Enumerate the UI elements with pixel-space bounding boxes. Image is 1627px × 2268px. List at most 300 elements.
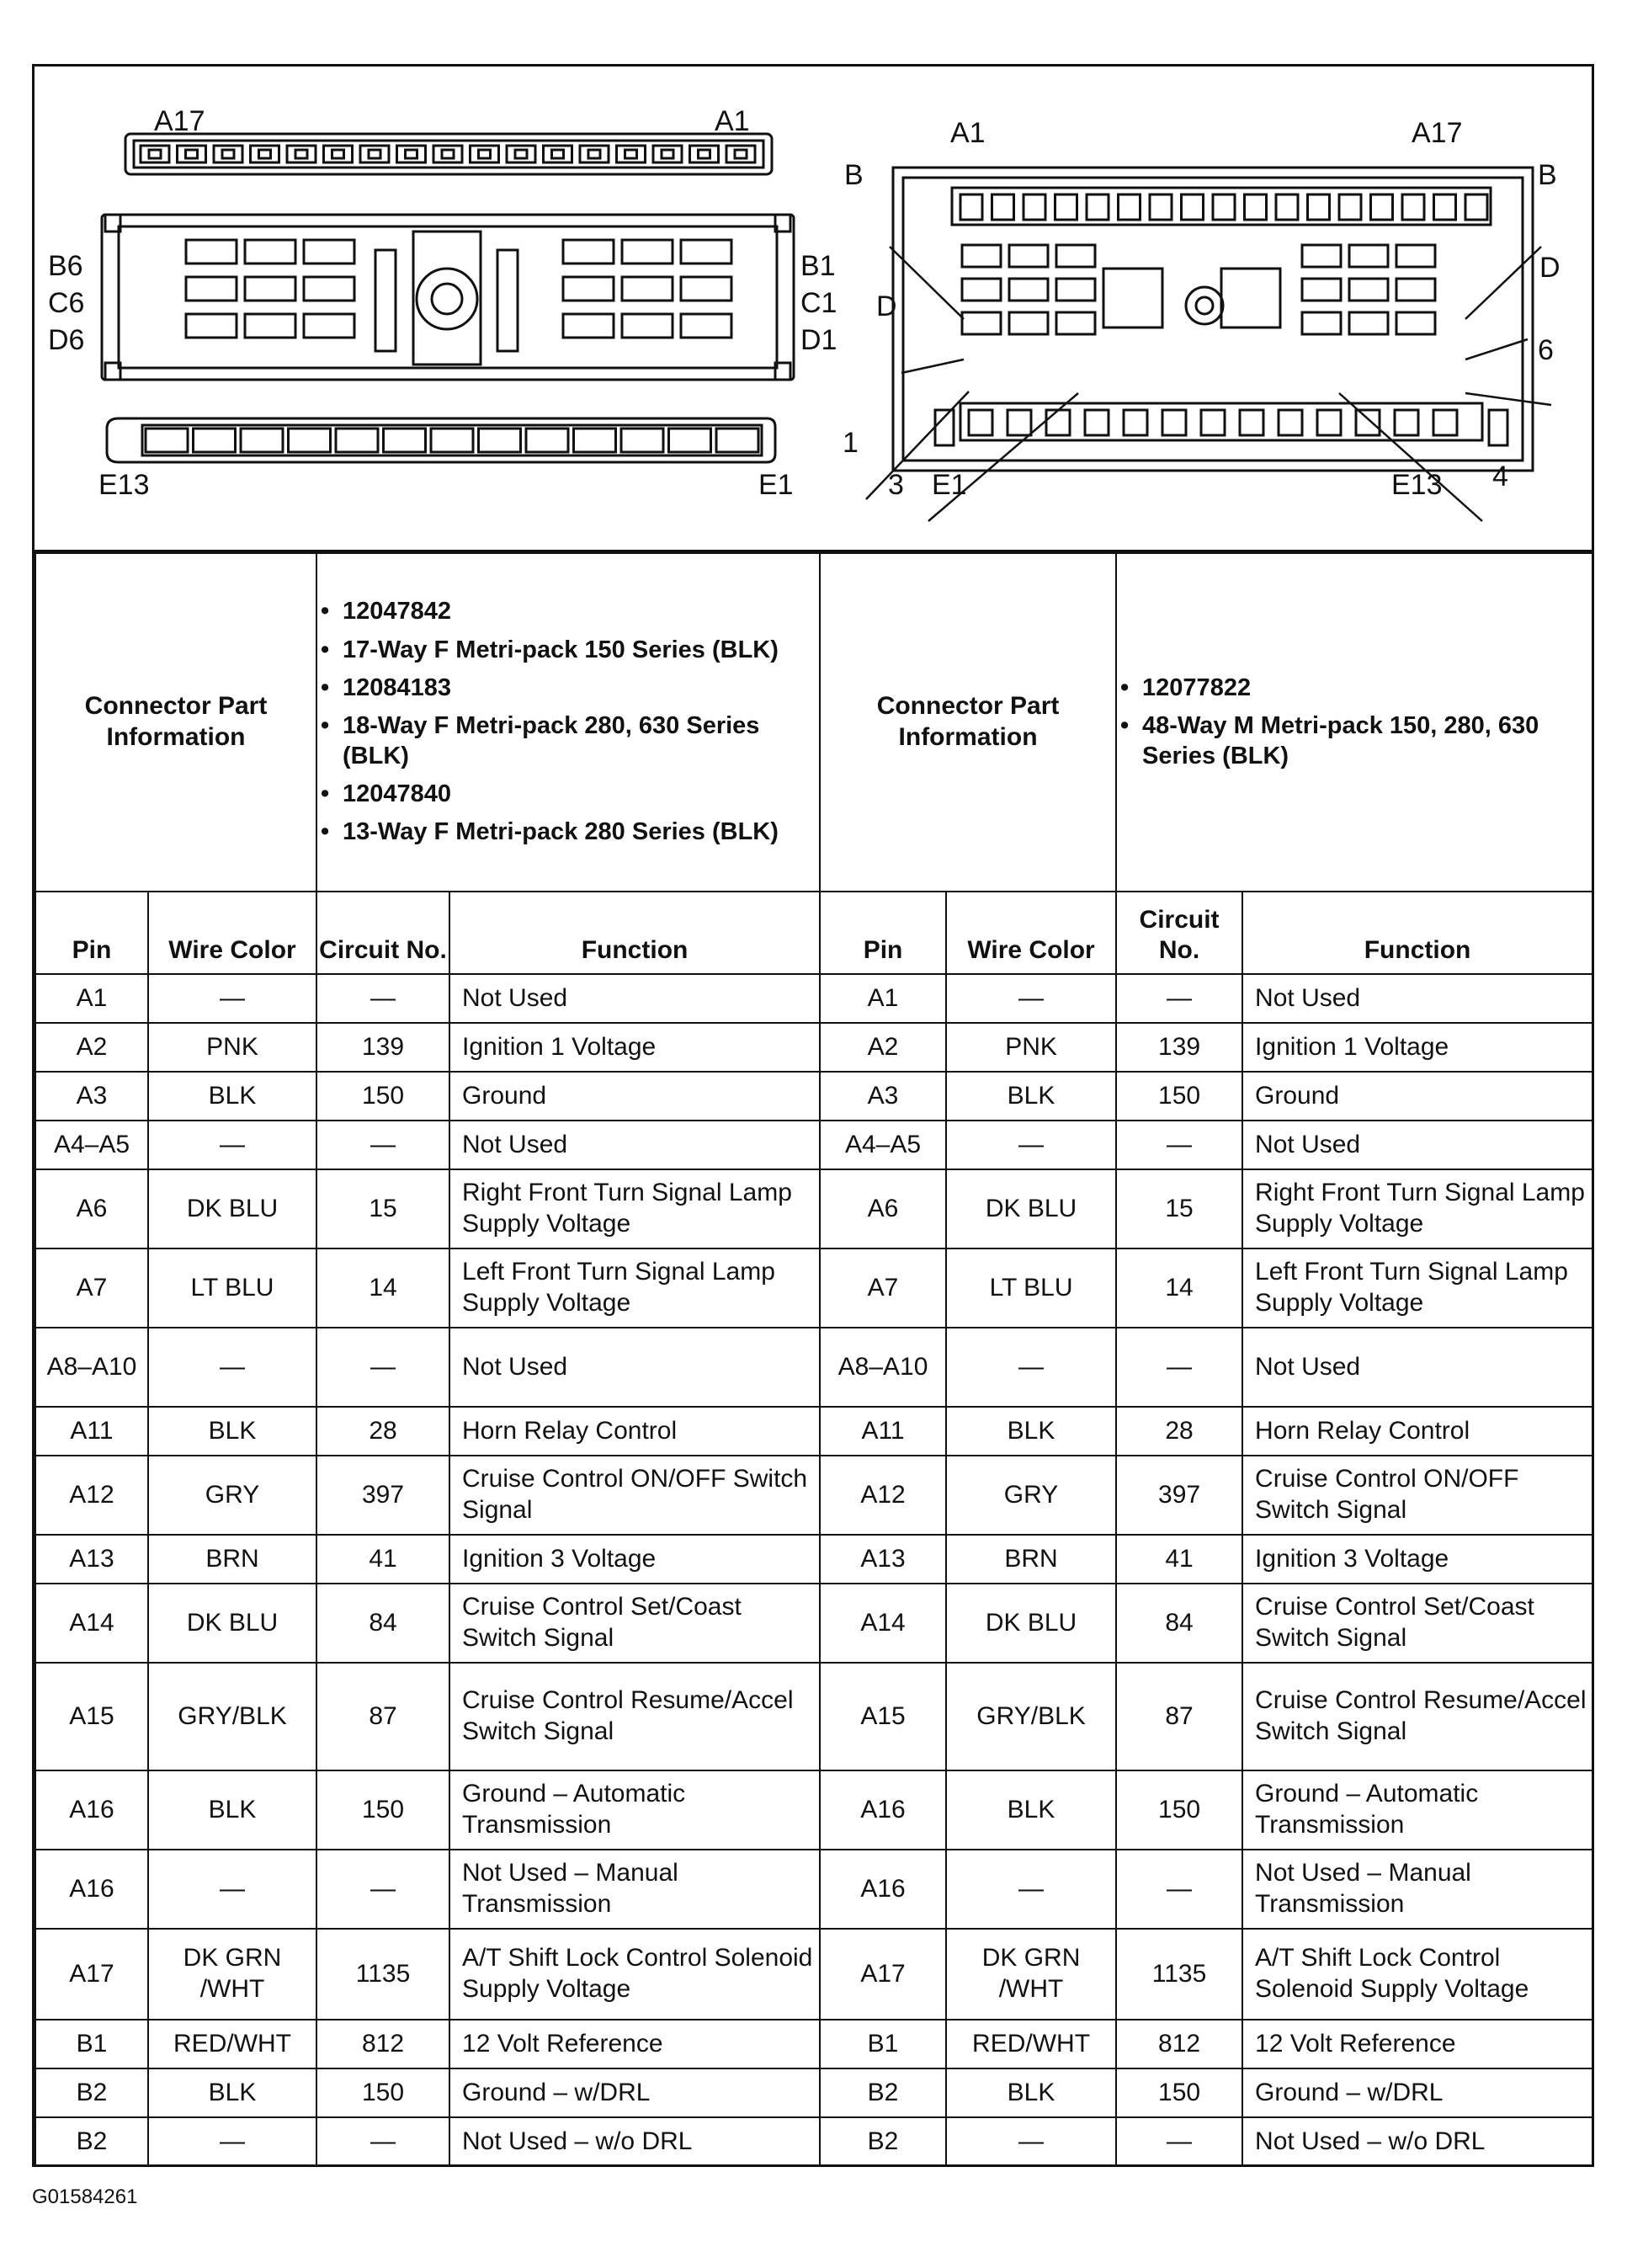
wire-color-cell: DK BLU — [148, 1584, 316, 1663]
pin-cell: B1 — [820, 2020, 946, 2068]
left-connector-e-row — [107, 418, 775, 462]
cavity — [1339, 194, 1361, 220]
label-right-d-right: D — [1539, 252, 1561, 284]
wire-color-cell: BRN — [148, 1535, 316, 1584]
connector-info-heading-right: Connector Part Information — [820, 553, 1116, 892]
pin-cell: A17 — [820, 1929, 946, 2020]
cavity — [622, 314, 673, 338]
cavity — [1201, 410, 1225, 435]
pin-cell: A16 — [35, 1770, 148, 1850]
cavity — [245, 240, 295, 264]
circuit-cell: — — [316, 2117, 449, 2166]
cavity — [1009, 312, 1048, 334]
cavity — [1434, 194, 1456, 220]
cavity — [1085, 410, 1109, 435]
label-right-b-left: B — [844, 159, 864, 191]
connector-drawings — [35, 67, 1592, 550]
circuit-cell: 14 — [1116, 1248, 1242, 1328]
connector-info-item: • 13-Way F Metri-pack 280 Series (BLK) — [343, 817, 819, 847]
pin-cell: B2 — [820, 2068, 946, 2117]
figure-code: G01584261 — [32, 2185, 138, 2208]
circuit-cell: — — [316, 1850, 449, 1929]
function-cell: Ignition 1 Voltage — [449, 1023, 820, 1072]
label-right-1: 1 — [843, 427, 859, 459]
cavity — [304, 277, 354, 301]
circuit-cell: 28 — [1116, 1407, 1242, 1456]
connector-info-row — [35, 553, 1592, 892]
circuit-cell: 1135 — [1116, 1929, 1242, 2020]
pin-cell: A14 — [35, 1584, 148, 1663]
function-cell: Left Front Turn Signal Lamp Supply Voltage — [449, 1248, 820, 1328]
pin-cell: B2 — [820, 2117, 946, 2166]
cavity-slot — [735, 150, 747, 158]
cavity — [251, 146, 279, 162]
label-right-4: 4 — [1492, 461, 1508, 492]
cavity — [726, 146, 755, 162]
function-cell: Ignition 3 Voltage — [449, 1535, 820, 1584]
cavity — [563, 240, 614, 264]
cavity — [1317, 410, 1341, 435]
function-cell: Not Used – Manual Transmission — [449, 1850, 820, 1929]
cavity-slot — [295, 150, 307, 158]
function-cell: Cruise Control Set/Coast Switch Signal — [1242, 1584, 1592, 1663]
wire-color-cell: BRN — [946, 1535, 1116, 1584]
function-cell: Ground – Automatic Transmission — [1242, 1770, 1592, 1850]
label-right-e1: E1 — [932, 469, 967, 501]
cavity — [669, 429, 711, 452]
function-cell: Not Used — [449, 1121, 820, 1169]
cavity-slot — [332, 150, 344, 158]
pin-cell: A8–A10 — [35, 1328, 148, 1407]
wire-color-cell: — — [946, 1121, 1116, 1169]
cavity — [1465, 194, 1487, 220]
pin-cell: A3 — [820, 1072, 946, 1121]
cavity — [186, 277, 237, 301]
circuit-cell: 84 — [1116, 1584, 1242, 1663]
circuit-cell: 28 — [316, 1407, 449, 1456]
cavity-slot — [186, 150, 198, 158]
right-connector-body — [893, 168, 1533, 471]
wire-color-cell: — — [946, 1328, 1116, 1407]
cavity — [962, 312, 1001, 334]
pin-cell: A15 — [35, 1663, 148, 1770]
pin-cell: A7 — [820, 1248, 946, 1328]
cavity — [1009, 245, 1048, 267]
function-cell: Ground — [449, 1072, 820, 1121]
wire-color-cell: DK BLU — [946, 1584, 1116, 1663]
table-row — [35, 1663, 1592, 1770]
function-cell: Right Front Turn Signal Lamp Supply Voltage — [1242, 1169, 1592, 1248]
circuit-cell: — — [1116, 1850, 1242, 1929]
function-cell: Cruise Control ON/OFF Switch Signal — [1242, 1456, 1592, 1535]
label-right-6: 6 — [1538, 334, 1554, 366]
circuit-cell: — — [316, 1328, 449, 1407]
function-cell: Horn Relay Control — [1242, 1407, 1592, 1456]
cavity — [960, 194, 982, 220]
cavity — [1279, 410, 1302, 435]
table-row — [35, 2068, 1592, 2117]
table-row — [35, 974, 1592, 1023]
cavity — [1396, 279, 1435, 301]
cavity — [214, 146, 242, 162]
cavity — [1162, 410, 1186, 435]
circuit-cell: 150 — [316, 1072, 449, 1121]
table-row — [35, 2020, 1592, 2068]
wire-color-cell: DK GRN /WHT — [946, 1929, 1116, 2020]
wire-color-cell: — — [148, 2117, 316, 2166]
cavity — [526, 429, 568, 452]
circuit-cell: 397 — [1116, 1456, 1242, 1535]
pin-cell: B2 — [35, 2117, 148, 2166]
function-cell: Not Used – w/o DRL — [449, 2117, 820, 2166]
function-cell: A/T Shift Lock Control Solenoid Supply Voltage — [449, 1929, 820, 2020]
cavity — [653, 146, 682, 162]
label-a17: A17 — [154, 105, 205, 137]
connector-diagram — [35, 67, 1592, 552]
cavity — [1056, 245, 1095, 267]
cavity — [289, 429, 331, 452]
cavity — [146, 429, 188, 452]
circuit-cell: 87 — [316, 1663, 449, 1770]
table-row — [35, 1023, 1592, 1072]
circuit-cell: 139 — [1116, 1023, 1242, 1072]
connector-info-item: • 12047840 — [343, 780, 819, 809]
cavity — [384, 429, 426, 452]
table-row — [35, 1770, 1592, 1850]
cavity — [304, 240, 354, 264]
circuit-cell: 150 — [1116, 1770, 1242, 1850]
cavity — [1055, 194, 1077, 220]
connector-info-item: • 12077822 — [1142, 673, 1592, 703]
cavity — [1349, 279, 1388, 301]
cavity — [1240, 410, 1263, 435]
cavity-slot — [442, 150, 454, 158]
pin-cell: A13 — [820, 1535, 946, 1584]
cavity-slot — [222, 150, 234, 158]
pin-cell: A6 — [35, 1169, 148, 1248]
wire-color-cell: — — [946, 974, 1116, 1023]
cavity — [1402, 194, 1424, 220]
cavity — [471, 146, 499, 162]
document-frame — [32, 64, 1594, 2167]
cavity — [1349, 245, 1388, 267]
cavity — [1302, 279, 1341, 301]
cavity — [1119, 194, 1140, 220]
cavity-slot — [369, 150, 380, 158]
cavity — [962, 245, 1001, 267]
wire-color-cell: PNK — [148, 1023, 316, 1072]
function-cell: Cruise Control ON/OFF Switch Signal — [449, 1456, 820, 1535]
wire-color-cell: GRY/BLK — [148, 1663, 316, 1770]
cavity — [360, 146, 389, 162]
pin-cell: A6 — [820, 1169, 946, 1248]
connector-info-item: • 18-Way F Metri-pack 280, 630 Series (BLK) — [343, 711, 819, 771]
wire-color-cell: GRY — [946, 1456, 1116, 1535]
circuit-cell: 150 — [1116, 1072, 1242, 1121]
cavity — [574, 429, 616, 452]
pin-cell: A14 — [820, 1584, 946, 1663]
cavity — [1356, 410, 1380, 435]
circuit-cell: 1135 — [316, 1929, 449, 2020]
label-b1: B1 — [800, 250, 836, 282]
circuit-cell: 812 — [1116, 2020, 1242, 2068]
cavity — [1302, 245, 1341, 267]
circuit-cell: 812 — [316, 2020, 449, 2068]
pin-cell: A11 — [35, 1407, 148, 1456]
cavity — [1433, 410, 1457, 435]
circuit-cell: 15 — [1116, 1169, 1242, 1248]
label-c1: C1 — [800, 287, 837, 319]
wire-color-cell: LT BLU — [148, 1248, 316, 1328]
function-cell: 12 Volt Reference — [449, 2020, 820, 2068]
circuit-cell: 87 — [1116, 1663, 1242, 1770]
label-right-b-right: B — [1538, 159, 1557, 191]
cavity — [245, 277, 295, 301]
wire-color-cell: BLK — [148, 1072, 316, 1121]
cavity-slot — [699, 150, 710, 158]
table-row — [35, 2117, 1592, 2166]
cavity — [681, 314, 731, 338]
wire-color-cell: GRY/BLK — [946, 1663, 1116, 1770]
circuit-cell: 150 — [316, 1770, 449, 1850]
circuit-cell: 15 — [316, 1169, 449, 1248]
table-row — [35, 1072, 1592, 1121]
function-cell: Cruise Control Resume/Accel Switch Signal — [449, 1663, 820, 1770]
cavity — [397, 146, 426, 162]
circuit-cell: — — [316, 974, 449, 1023]
cavity — [1302, 312, 1341, 334]
wire-color-cell: BLK — [148, 1407, 316, 1456]
wire-color-cell: BLK — [946, 1407, 1116, 1456]
circuit-cell: 150 — [316, 2068, 449, 2117]
cavity — [969, 410, 992, 435]
pin-cell: A16 — [820, 1770, 946, 1850]
wire-color-cell: GRY — [148, 1456, 316, 1535]
function-cell: Ignition 1 Voltage — [1242, 1023, 1592, 1072]
function-cell: Not Used — [449, 1328, 820, 1407]
wire-color-cell: — — [148, 1328, 316, 1407]
cavity — [1276, 194, 1298, 220]
function-cell: Left Front Turn Signal Lamp Supply Voltage — [1242, 1248, 1592, 1328]
cavity — [622, 240, 673, 264]
wire-color-cell: DK GRN /WHT — [148, 1929, 316, 2020]
header-pin-left: Pin — [35, 892, 148, 974]
pin-cell: A3 — [35, 1072, 148, 1121]
pin-cell: A16 — [820, 1850, 946, 1929]
connector-info-list-left — [316, 553, 820, 892]
cavity — [186, 240, 237, 264]
circuit-cell: 41 — [1116, 1535, 1242, 1584]
cavity — [241, 429, 283, 452]
cavity — [1124, 410, 1147, 435]
cavity — [962, 279, 1001, 301]
table-row — [35, 1456, 1592, 1535]
label-c6: C6 — [48, 287, 85, 319]
label-d6: D6 — [48, 324, 85, 356]
wire-color-cell: BLK — [148, 1770, 316, 1850]
function-cell: Cruise Control Set/Coast Switch Signal — [449, 1584, 820, 1663]
pin-cell: A4–A5 — [820, 1121, 946, 1169]
wire-color-cell: — — [148, 974, 316, 1023]
table-row — [35, 1169, 1592, 1248]
connector-info-heading-left: Connector Part Information — [35, 553, 316, 892]
circuit-cell: 139 — [316, 1023, 449, 1072]
cavity — [544, 146, 572, 162]
cavity — [1213, 194, 1235, 220]
circuit-cell: 14 — [316, 1248, 449, 1328]
function-cell: 12 Volt Reference — [1242, 2020, 1592, 2068]
column-header-row — [35, 892, 1592, 974]
pin-cell: B2 — [35, 2068, 148, 2117]
label-right-e13: E13 — [1391, 469, 1443, 501]
pin-cell: A2 — [820, 1023, 946, 1072]
cavity — [1009, 279, 1048, 301]
cavity — [1046, 410, 1070, 435]
table-row — [35, 1535, 1592, 1584]
cavity — [141, 146, 169, 162]
pin-cell: A12 — [35, 1456, 148, 1535]
wire-color-cell: RED/WHT — [148, 2020, 316, 2068]
pin-table — [35, 552, 1593, 2167]
cavity — [1024, 194, 1045, 220]
cavity-slot — [406, 150, 417, 158]
wire-color-cell: BLK — [946, 2068, 1116, 2117]
function-cell: Not Used — [1242, 974, 1592, 1023]
wire-color-cell: — — [148, 1121, 316, 1169]
cavity — [1008, 410, 1031, 435]
header-function-left: Function — [449, 892, 820, 974]
pin-cell: A15 — [820, 1663, 946, 1770]
cavity — [178, 146, 206, 162]
connector-info-list-right — [1116, 553, 1592, 892]
circuit-cell: 84 — [316, 1584, 449, 1663]
label-a1: A1 — [715, 105, 750, 137]
pin-cell: A1 — [820, 974, 946, 1023]
function-cell: Cruise Control Resume/Accel Switch Signal — [1242, 1663, 1592, 1770]
function-cell: Ground — [1242, 1072, 1592, 1121]
header-function-right: Function — [1242, 892, 1592, 974]
header-circuit-right: Circuit No. — [1116, 892, 1242, 974]
cavity — [194, 429, 236, 452]
cavity — [622, 277, 673, 301]
cavity — [621, 429, 663, 452]
circuit-cell: 150 — [1116, 2068, 1242, 2117]
wire-color-cell: DK BLU — [946, 1169, 1116, 1248]
pin-cell: A17 — [35, 1929, 148, 2020]
cavity — [245, 314, 295, 338]
cavity — [186, 314, 237, 338]
function-cell: Not Used – Manual Transmission — [1242, 1850, 1592, 1929]
wire-color-cell: LT BLU — [946, 1248, 1116, 1328]
table-row — [35, 1248, 1592, 1328]
circuit-cell: — — [1116, 1328, 1242, 1407]
label-right-a1: A1 — [950, 117, 986, 149]
cavity — [287, 146, 316, 162]
cavity-slot — [588, 150, 600, 158]
cavity — [1371, 194, 1393, 220]
cavity — [1056, 312, 1095, 334]
circuit-cell: — — [316, 1121, 449, 1169]
cavity-slot — [515, 150, 527, 158]
pin-cell: A16 — [35, 1850, 148, 1929]
cavity — [431, 429, 473, 452]
function-cell: Horn Relay Control — [449, 1407, 820, 1456]
cavity — [617, 146, 646, 162]
cavity — [716, 429, 758, 452]
function-cell: Right Front Turn Signal Lamp Supply Voltage — [449, 1169, 820, 1248]
label-d1: D1 — [800, 324, 837, 356]
header-circuit-left: Circuit No. — [316, 892, 449, 974]
function-cell: Ground – w/DRL — [449, 2068, 820, 2117]
cavity — [507, 146, 535, 162]
pin-cell: A2 — [35, 1023, 148, 1072]
pin-cell: A7 — [35, 1248, 148, 1328]
left-connector-bcd-block — [102, 215, 794, 380]
table-row — [35, 1929, 1592, 2020]
pin-cell: A13 — [35, 1535, 148, 1584]
cavity-slot — [479, 150, 491, 158]
cavity — [433, 146, 462, 162]
function-cell: Not Used — [449, 974, 820, 1023]
function-cell: Not Used — [1242, 1328, 1592, 1407]
wire-color-cell: DK BLU — [148, 1169, 316, 1248]
wire-color-cell: PNK — [946, 1023, 1116, 1072]
connector-info-item: • 17-Way F Metri-pack 150 Series (BLK) — [343, 636, 819, 665]
connector-info-item: • 12084183 — [343, 673, 819, 703]
cavity — [1245, 194, 1267, 220]
cavity — [479, 429, 521, 452]
label-b6: B6 — [48, 250, 83, 282]
table-row — [35, 1850, 1592, 1929]
function-cell: Not Used — [1242, 1121, 1592, 1169]
wire-color-cell: BLK — [148, 2068, 316, 2117]
label-e1: E1 — [758, 469, 794, 501]
table-row — [35, 1407, 1592, 1456]
wire-color-cell: — — [946, 2117, 1116, 2166]
pin-cell: A11 — [820, 1407, 946, 1456]
cavity — [1396, 312, 1435, 334]
cavity — [304, 314, 354, 338]
table-row — [35, 1121, 1592, 1169]
wire-color-cell: RED/WHT — [946, 2020, 1116, 2068]
cavity — [336, 429, 378, 452]
pin-cell: A4–A5 — [35, 1121, 148, 1169]
pin-cell: A12 — [820, 1456, 946, 1535]
header-wire-left: Wire Color — [148, 892, 316, 974]
cavity — [324, 146, 353, 162]
pin-cell: B1 — [35, 2020, 148, 2068]
cavity — [1349, 312, 1388, 334]
cavity — [580, 146, 609, 162]
cavity — [1087, 194, 1109, 220]
function-cell: A/T Shift Lock Control Solenoid Supply Voltage — [1242, 1929, 1592, 2020]
function-cell: Not Used – w/o DRL — [1242, 2117, 1592, 2166]
circuit-cell: — — [1116, 974, 1242, 1023]
cavity — [1396, 245, 1435, 267]
label-right-d-left: D — [876, 290, 897, 322]
cavity — [563, 314, 614, 338]
circuit-cell: — — [1116, 2117, 1242, 2166]
table-row — [35, 1328, 1592, 1407]
pin-cell: A8–A10 — [820, 1328, 946, 1407]
label-right-3: 3 — [888, 469, 904, 501]
circuit-cell: — — [1116, 1121, 1242, 1169]
circuit-cell: 41 — [316, 1535, 449, 1584]
circuit-cell: 397 — [316, 1456, 449, 1535]
cavity-slot — [552, 150, 564, 158]
cavity — [1182, 194, 1204, 220]
cavity — [563, 277, 614, 301]
